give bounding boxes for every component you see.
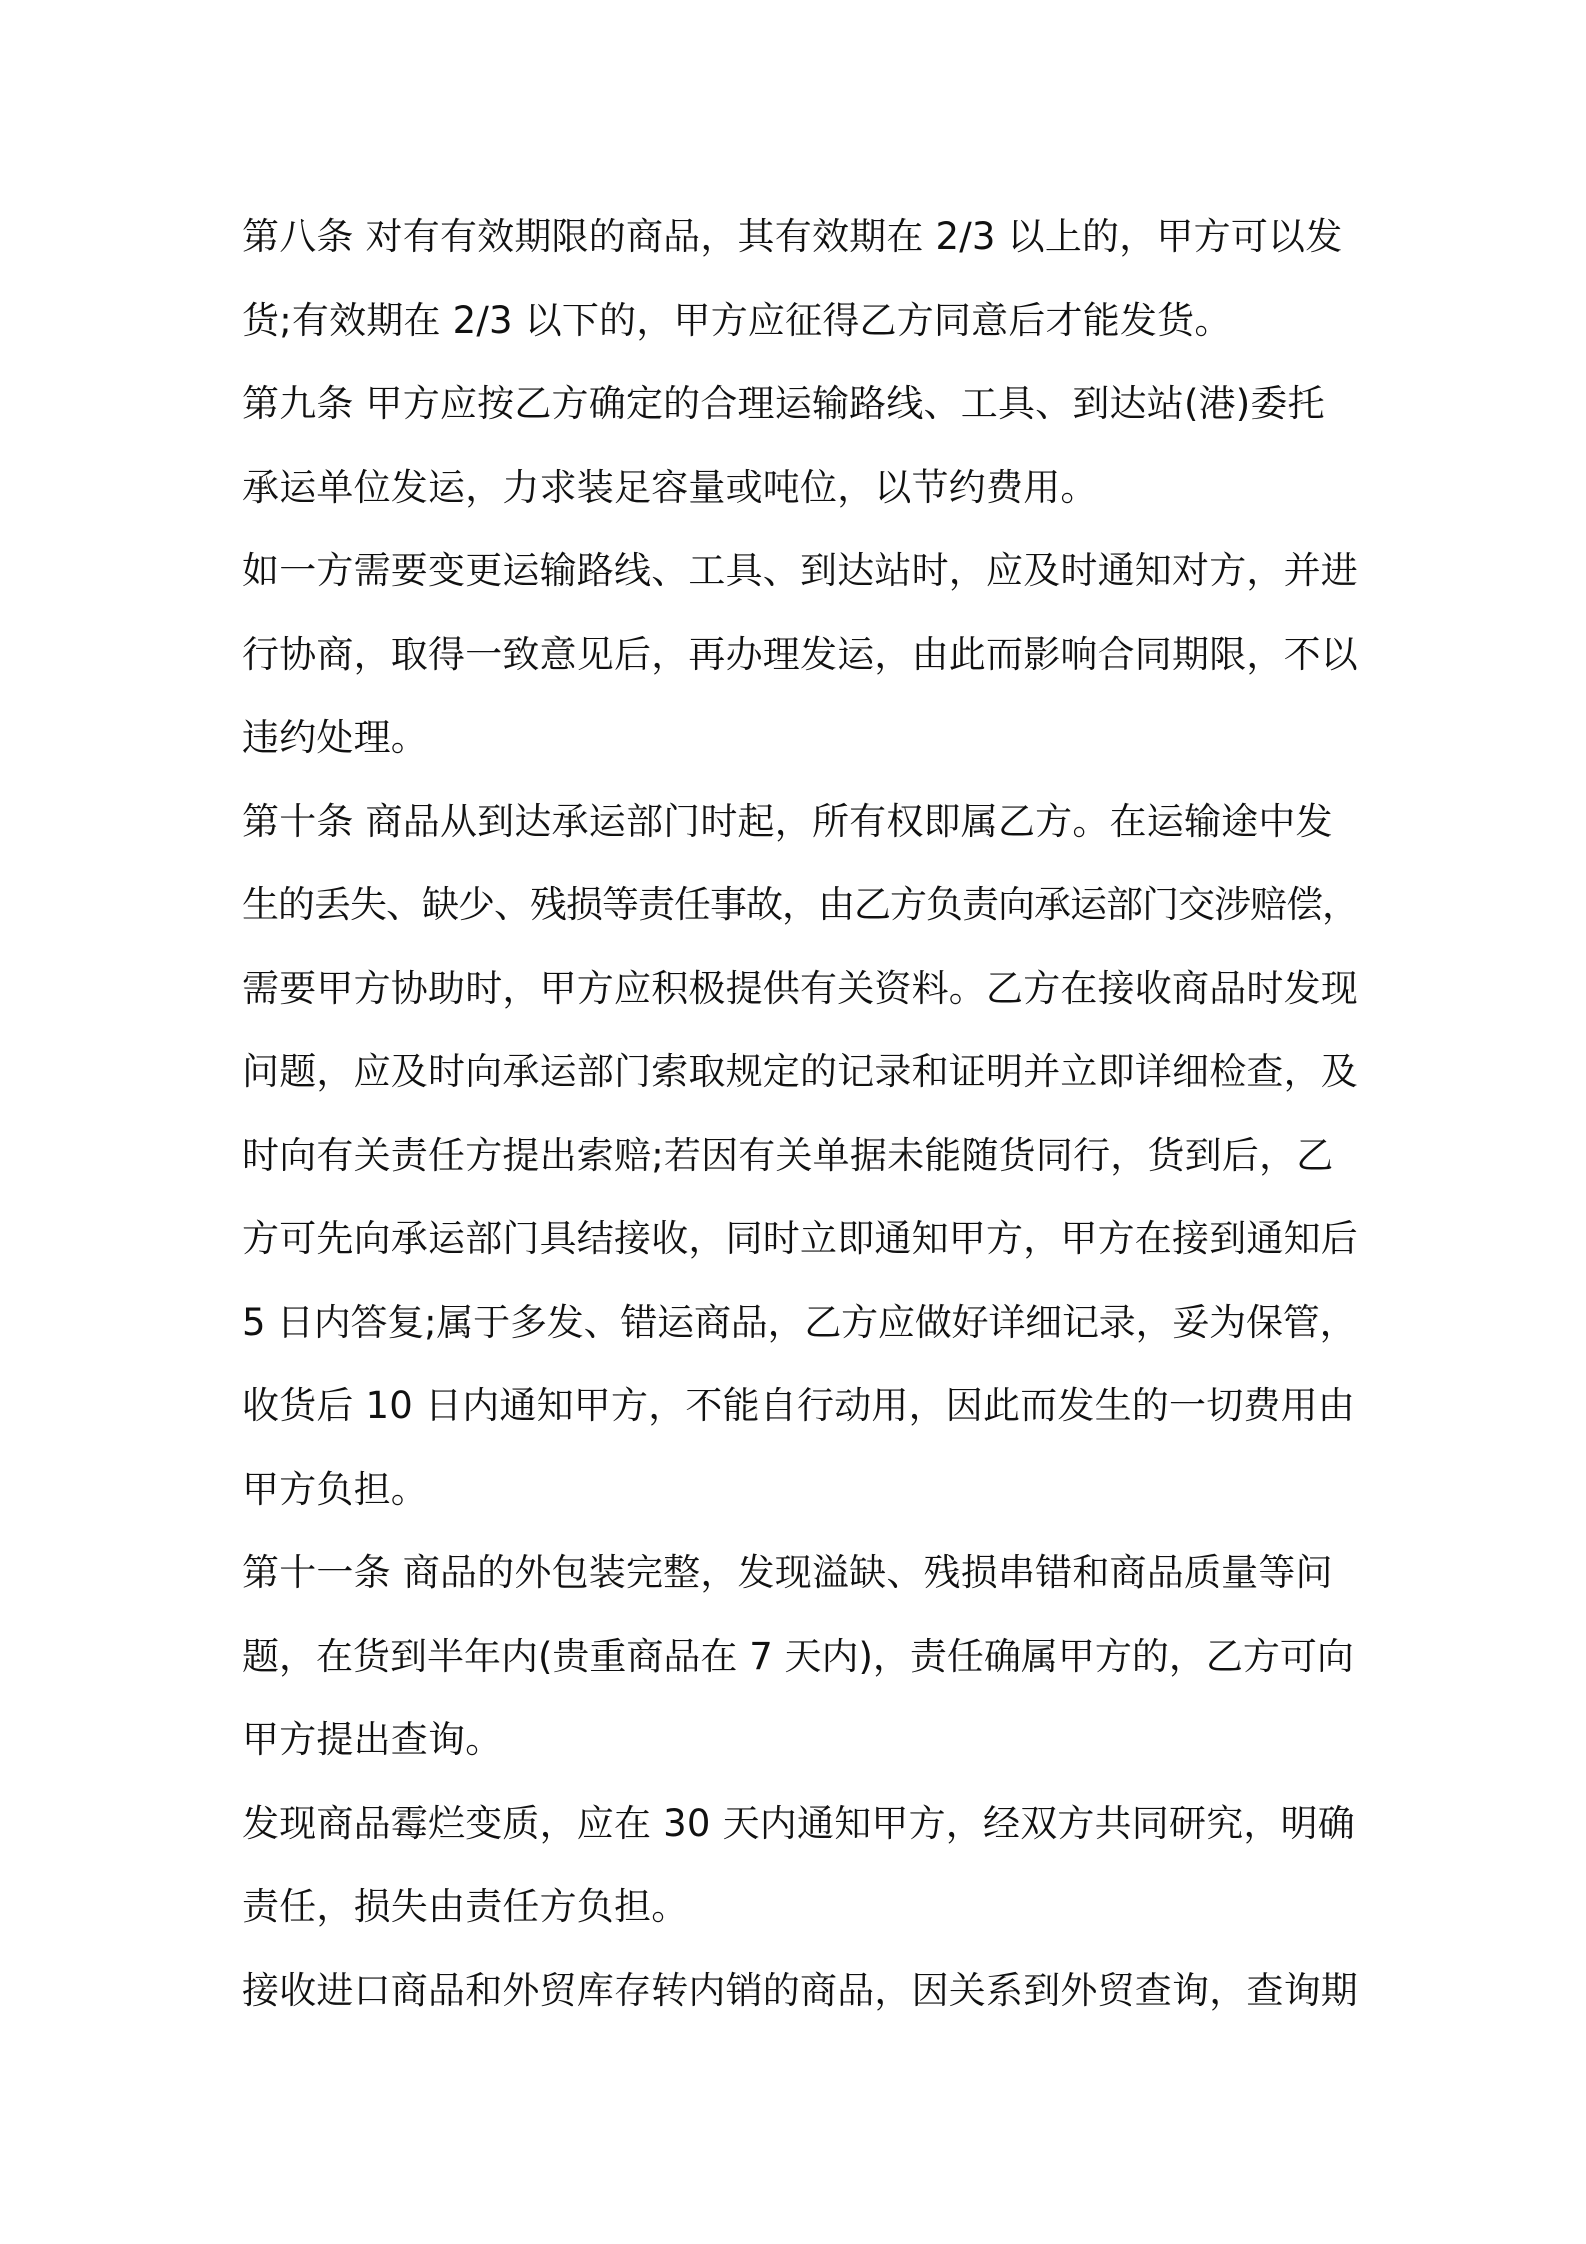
text-line: 违约处理。 (242, 716, 428, 759)
text-line: 题，在货到半年内(贵重商品在 7 天内)，责任确属甲方的，乙方可向 (242, 1634, 1354, 1678)
text-line: 5 日内答复;属于多发、错运商品，乙方应做好详细记录，妥为保管， (242, 1300, 1357, 1344)
text-line: 承运单位发运，力求装足容量或吨位，以节约费用。 (242, 465, 1098, 509)
text-line: 时向有关责任方提出索赔;若因有关单据未能随货同行，货到后，乙 (242, 1133, 1334, 1177)
text-line: 第八条 对有有效期限的商品，其有效期在 2/3 以上的，甲方可以发 (242, 215, 1343, 258)
text-line: 发现商品霉烂变质，应在 30 天内通知甲方，经双方共同研究，明确 (242, 1801, 1356, 1845)
text-line: 甲方负担。 (242, 1467, 428, 1511)
text-line: 第十一条 商品的外包装完整，发现溢缺、残损串错和商品质量等问 (242, 1551, 1333, 1594)
text-line: 生的丢失、缺少、残损等责任事故，由乙方负责向承运部门交涉赔偿， (242, 883, 1358, 926)
text-line: 责任，损失由责任方负担。 (242, 1885, 689, 1928)
text-line: 问题，应及时向承运部门索取规定的记录和证明并立即详细检查，及 (242, 1050, 1358, 1093)
text-line: 行协商，取得一致意见后，再办理发运，由此而影响合同期限，不以 (242, 632, 1358, 676)
text-line: 收货后 10 日内通知甲方，不能自行动用，因此而发生的一切费用由 (242, 1384, 1356, 1427)
text-line: 甲方提出查询。 (242, 1718, 503, 1761)
text-line: 接收进口商品和外贸库存转内销的商品，因关系到外贸查询，查询期 (242, 1968, 1358, 2012)
text-line: 如一方需要变更运输路线、工具、到达站时，应及时通知对方，并进 (242, 549, 1358, 592)
text-line: 第十条 商品从到达承运部门时起，所有权即属乙方。在运输途中发 (242, 799, 1333, 843)
text-line: 第九条 甲方应按乙方确定的合理运输路线、工具、到达站(港)委托 (242, 382, 1325, 425)
text-line: 方可先向承运部门具结接收，同时立即通知甲方，甲方在接到通知后 (242, 1217, 1358, 1260)
text-line: 需要甲方协助时，甲方应积极提供有关资料。乙方在接收商品时发现 (242, 966, 1358, 1010)
text-line: 货;有效期在 2/3 以下的，甲方应征得乙方同意后才能发货。 (242, 298, 1232, 342)
document-body (242, 195, 1360, 2032)
